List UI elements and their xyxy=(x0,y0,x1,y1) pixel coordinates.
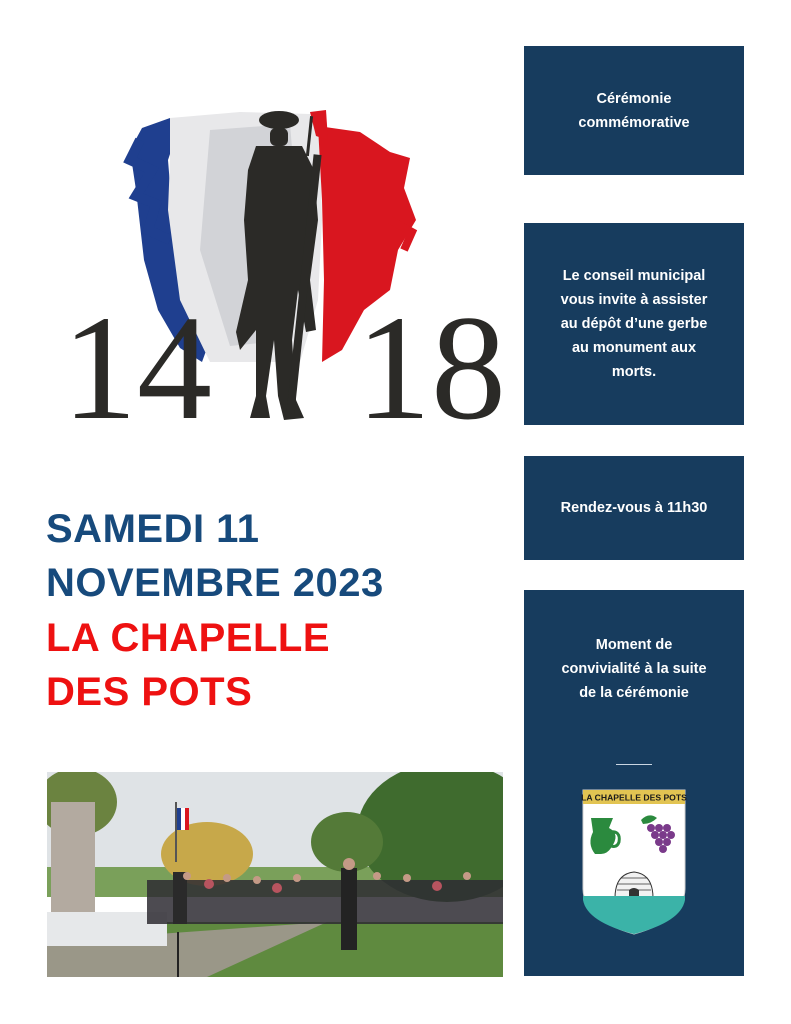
ww1-1418-emblem xyxy=(60,100,510,440)
box4-line2: convivialité à la suite xyxy=(561,661,707,677)
headline-date-day: SAMEDI 11 xyxy=(46,507,260,551)
ceremony-photo xyxy=(47,772,503,977)
box2-line1: Le conseil municipal xyxy=(562,268,706,284)
crest-title: LA CHAPELLE DES POTS xyxy=(581,792,687,803)
info-box-meeting-time xyxy=(524,456,744,560)
info-box-invitation xyxy=(524,223,744,425)
headline-town-line2: DES POTS xyxy=(46,670,253,714)
box2-line3: au dépôt d’une gerbe xyxy=(560,316,708,332)
headline-town-line1: LA CHAPELLE xyxy=(46,616,331,660)
box4-line1: Moment de xyxy=(595,637,673,653)
year-left: 14 xyxy=(62,285,212,440)
year-right: 18 xyxy=(356,285,506,440)
box2-line4: au monument aux xyxy=(571,340,697,356)
town-crest xyxy=(581,788,687,936)
divider xyxy=(616,764,652,765)
box4-line3: de la cérémonie xyxy=(579,685,689,701)
headline-date-month-year: NOVEMBRE 2023 xyxy=(46,561,384,605)
box1-line2: commémorative xyxy=(578,114,690,131)
box1-line1: Cérémonie xyxy=(596,90,672,107)
box3-line1: Rendez-vous à 11h30 xyxy=(560,500,708,516)
box2-line2: vous invite à assister xyxy=(560,292,708,308)
box2-line5: morts. xyxy=(611,364,657,380)
info-box-ceremony xyxy=(524,46,744,175)
info-box-conviviality xyxy=(524,590,744,976)
